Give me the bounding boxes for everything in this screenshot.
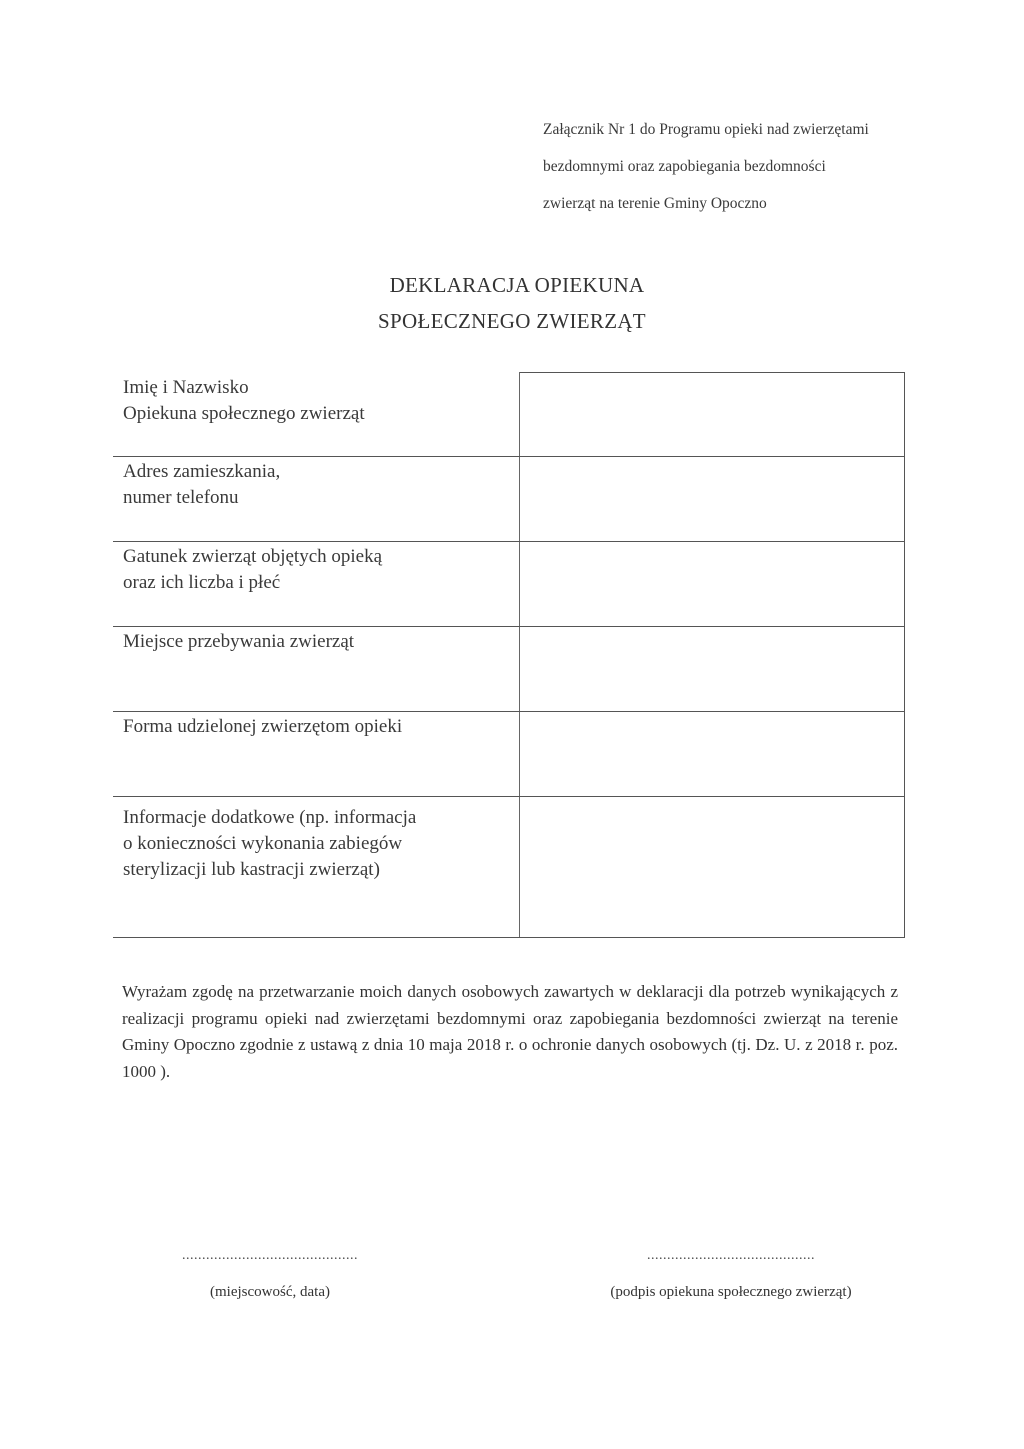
form-label-additional-info: Informacje dodatkowe (np. informacja o konieczności wykonania zabiegów sterylizacji lub kastracji zwierząt) <box>113 796 520 937</box>
form-field-care-form[interactable] <box>520 711 905 796</box>
form-label-species: Gatunek zwierząt objętych opieką oraz ich liczba i płeć <box>113 541 520 626</box>
annex-line-2: bezdomnymi oraz zapobiegania bezdomności <box>543 158 826 175</box>
form-row-name <box>113 373 905 457</box>
form-label-address: Adres zamieszkania, numer telefonu <box>113 456 520 541</box>
guardian-signature-line[interactable]: .......................................... <box>647 1248 815 1263</box>
form-row-address <box>113 456 905 541</box>
document-title <box>0 270 1024 342</box>
form-row-additional-info <box>113 796 905 937</box>
place-date-line[interactable]: ............................................ <box>182 1248 358 1263</box>
form-row-care-form <box>113 711 905 796</box>
annex-line-3: zwierząt na terenie Gminy Opoczno <box>543 195 767 212</box>
form-field-additional-info[interactable] <box>520 796 905 937</box>
title-line-2: SPOŁECZNEGO ZWIERZĄT <box>378 309 646 333</box>
signature-place-date <box>122 1248 418 1301</box>
form-label-care-form: Forma udzielonej zwierzętom opieki <box>113 711 520 796</box>
consent-paragraph: Wyrażam zgodę na przetwarzanie moich danych osobowych zawartych w deklaracji dla potrzeb wynikających z realizacji programu opieki nad zwierzętami bezdomnymi oraz zapobiegania bezdomności zwierząt na terenie Gminy Opoczno zgodnie z ustawą z dnia 10 maja 2018 r. o ochronie danych osobowych (tj. Dz. U. z 2018 r. poz. 1000 ). <box>122 982 898 1081</box>
form-field-address[interactable] <box>520 456 905 541</box>
form-field-name[interactable] <box>520 373 905 457</box>
annex-header <box>543 118 963 229</box>
form-field-location[interactable] <box>520 626 905 711</box>
guardian-signature-caption: (podpis opiekuna społecznego zwierząt) <box>610 1284 852 1300</box>
signature-guardian <box>578 1248 884 1301</box>
title-line-1: DEKLARACJA OPIEKUNA <box>389 273 645 297</box>
place-date-caption: (miejscowość, data) <box>210 1284 330 1300</box>
form-row-species <box>113 541 905 626</box>
form-label-location: Miejsce przebywania zwierząt <box>113 626 520 711</box>
form-row-location <box>113 626 905 711</box>
declaration-form-table <box>113 372 905 938</box>
form-label-name: Imię i Nazwisko Opiekuna społecznego zwierząt <box>113 373 520 457</box>
form-field-species[interactable] <box>520 541 905 626</box>
annex-line-1: Załącznik Nr 1 do Programu opieki nad zwierzętami <box>543 121 869 138</box>
